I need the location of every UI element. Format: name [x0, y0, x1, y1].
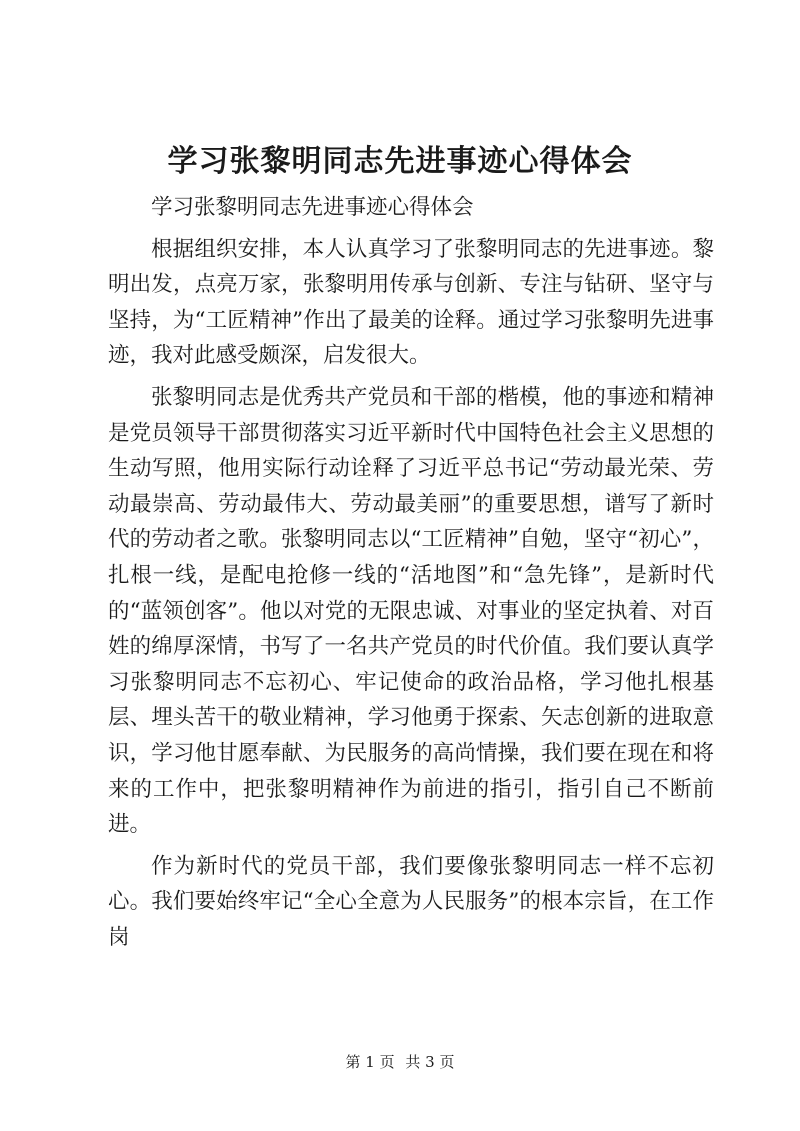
- body-paragraph: 张黎明同志是优秀共产党员和干部的楷模，他的事迹和精神是党员领导干部贯彻落实习近平新时代中国特色社会主义思想的生动写照，他用实际行动诠释了习近平总书记“劳动最光荣、劳动最崇高、劳动最伟大、劳动最美丽”的重要思想，谱写了新时代的劳动者之歌。张黎明同志以“工匠精神”自勉，坚守“初心”，扎根一线，是配电抢修一线的“活地图”和“急先锋”，是新时代的“蓝领创客”。他以对党的无限忠诚、对事业的坚定执着、对百姓的绵厚深情，书写了一名共产党员的时代价值。我们要认真学习张黎明同志不忘初心、牢记使命的政治品格，学习他扎根基层、埋头苦干的敬业精神，学习他勇于探索、矢志创新的进取意识，学习他甘愿奉献、为民服务的高尚情操，我们要在现在和将来的工作中，把张黎明精神作为前进的指引，指引自己不断前进。: [108, 384, 714, 838]
- body-paragraph: 作为新时代的党员干部，我们要像张黎明同志一样不忘初心。我们要始终牢记“全心全意为人民服务”的根本宗旨，在工作岗: [108, 853, 714, 950]
- page-title: 学习张黎明同志先进事迹心得体会: [167, 144, 633, 179]
- page-footer: [0, 1052, 800, 1072]
- page-total: 共 3 页: [405, 1053, 455, 1071]
- subtitle-paragraph: 学习张黎明同志先进事迹心得体会: [151, 195, 474, 220]
- document-body: [108, 190, 714, 961]
- page-number: 第 1 页: [345, 1053, 395, 1071]
- body-paragraph: 根据组织安排，本人认真学习了张黎明同志的先进事迹。黎明出发，点亮万家，张黎明用传承与创新、专注与钻研、坚守与坚持，为“工匠精神”作出了最美的诠释。通过学习张黎明先进事迹，我对此感受颇深，启发很大。: [108, 236, 714, 369]
